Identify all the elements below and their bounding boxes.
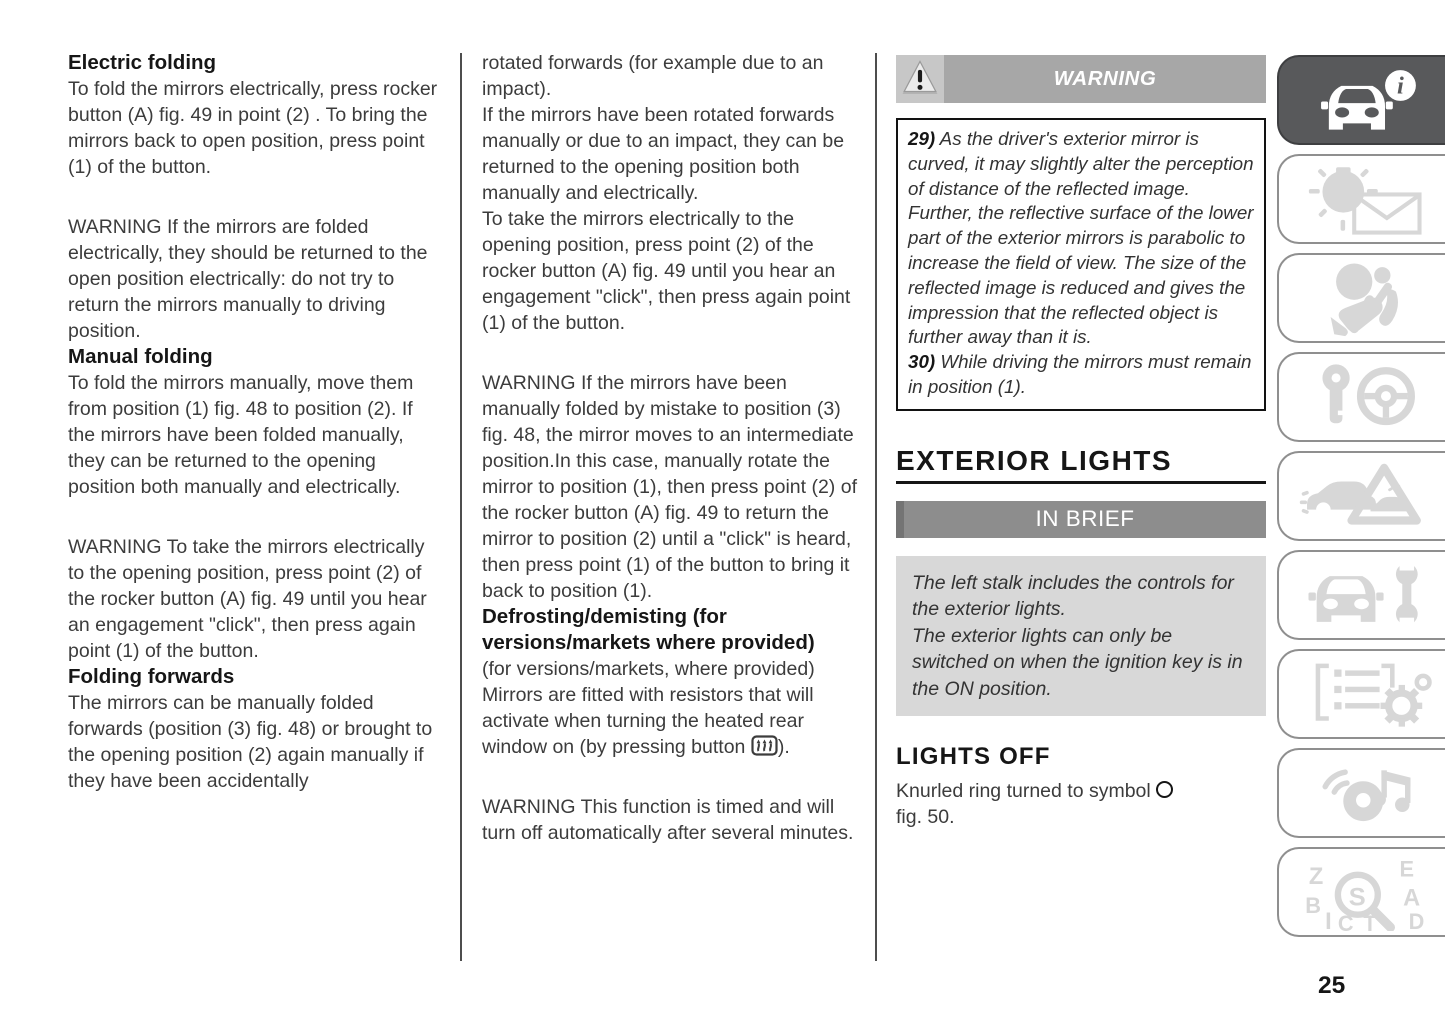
paragraph-text: ). [777,736,790,758]
paragraph-text: (for versions/markets, where provided) Mirrors are fitted with resistors that will activate when turning the heated rear window on (by pressing button [482,658,815,758]
heading-folding-forwards: Folding forwards [68,665,235,688]
section-title-exterior-lights: EXTERIOR LIGHTS [896,446,1266,484]
paragraph: If the mirrors have been rotated forwards manually or due to an impact, they can be returned to the opening position both manually and electrically. [482,104,845,204]
svg-text:D: D [1408,909,1425,931]
warning-text: As the driver's exterior mirror is curved, it may slightly alter the perception of distance of the reflected image. Further, the reflective surface of the lower part of the exterior mirrors is parabolic to increase the field of view. The size of the reflected image is reduced and gives the impression that the reflected object is further away than it is. [908,128,1254,348]
tab-multimedia[interactable] [1277,748,1445,838]
tab-index[interactable] [1277,847,1445,937]
paragraph-warning: WARNING If the mirrors are folded electrically, they should be returned to the open position electrically: do not try to return the mirrors manually to driving position. [68,216,428,342]
car-info-icon [1296,61,1436,139]
warning-item [908,127,1254,350]
heated-rear-window-icon [751,735,778,756]
paragraph-with-icon [896,778,1266,830]
column-right [896,55,1266,830]
car-wrench-service-icon [1296,556,1436,634]
svg-text:Z: Z [1308,862,1324,889]
warning-triangle-icon [900,59,940,99]
heading-defrosting: Defrosting/demisting (for versions/markets where provided) [482,605,815,654]
column-divider [460,53,462,961]
spec-list-gear-icon [1296,655,1436,733]
paragraph-with-icon [482,656,858,760]
paragraph: rotated forwards (for example due to an impact). [482,52,824,100]
paragraph: To take the mirrors electrically to the opening position, press point (2) of the rocker button (A) fig. 49 until you hear an engagement "click", then press again point (1) of the button. [482,208,851,334]
brief-line: The left stalk includes the controls for the exterior lights. [912,571,1234,621]
svg-text:E: E [1399,856,1415,882]
in-brief-summary-box [896,556,1266,717]
page-number: 25 [1318,972,1346,999]
emergency-triangle-icon [1296,457,1436,535]
paragraph-warning: WARNING This function is timed and will turn off automatically after several minutes. [482,796,854,844]
svg-text:T: T [1363,911,1377,931]
warning-text: While driving the mirrors must remain in position (1). [908,351,1252,397]
paragraph: To fold the mirrors manually, move them from position (1) fig. 48 to position (2). If the mirrors have been folded manually, they can be returned to the opening position both manually and electrically. [68,372,414,498]
numbered-warnings-box [896,118,1266,411]
key-steering-wheel-icon [1296,358,1436,436]
tab-car-info[interactable] [1277,55,1445,145]
warning-lights-messages-icon [1296,160,1436,238]
paragraph-text: Knurled ring turned to symbol [896,780,1151,803]
tab-occupant-safety[interactable] [1277,253,1445,343]
tab-warning-lights-messages[interactable] [1277,154,1445,244]
alphabetical-index-icon [1296,853,1436,931]
column-divider [875,53,877,961]
warning-icon-cell [896,55,944,103]
svg-text:A: A [1403,884,1421,911]
paragraph: To fold the mirrors electrically, press rocker button (A) fig. 49 in point (2) . To bring the mirrors back to open position, press point (1) of the button. [68,78,438,178]
brief-line: The exterior lights can only be switched on when the ignition key is in the ON position. [912,624,1243,700]
figure-reference: fig. 50. [896,806,955,829]
circle-outline-symbol [1156,781,1173,798]
multimedia-icon [1296,754,1436,832]
heading-manual-folding: Manual folding [68,345,213,368]
column-left [68,50,444,794]
warning-item [908,350,1254,400]
tab-technical-data[interactable] [1277,649,1445,739]
paragraph: The mirrors can be manually folded forwards (position (3) fig. 48) or brought to the opening position (2) again manually if they have been accidentally [68,692,433,792]
occupant-safety-icon [1296,259,1436,337]
svg-text:B: B [1305,892,1321,918]
warning-number: 29) [908,128,936,149]
heading-electric-folding: Electric folding [68,51,217,74]
warning-header-bar [896,55,1266,103]
tab-servicing[interactable] [1277,550,1445,640]
in-brief-bar: IN BRIEF [896,501,1266,538]
svg-text:I: I [1325,908,1332,931]
column-middle [482,50,858,846]
tab-emergency[interactable] [1277,451,1445,541]
paragraph-warning: WARNING If the mirrors have been manually folded by mistake to position (3) fig. 48, the mirror moves to an intermediate position.In this case, manually rotate the mirror to position (1), then press point (2) of the rocker button (A) fig. 49 to return the mirror to position (2) until a "click" is heard, then press point (1) of the button to bring it back to position (1). [482,372,857,602]
paragraph-warning: WARNING To take the mirrors electrically to the opening position, press point (2) of the rocker button (A) fig. 49 until you hear an engagement "click", then press again point (1) of the button. [68,536,427,662]
svg-text:C: C [1337,911,1354,931]
warning-header-title: WARNING [1053,67,1157,90]
tab-key-steering-wheel[interactable] [1277,352,1445,442]
svg-text:S: S [1348,883,1366,912]
svg-text:i: i [1397,72,1404,100]
heading-lights-off: LIGHTS OFF [896,743,1051,771]
warning-number: 30) [908,351,936,373]
